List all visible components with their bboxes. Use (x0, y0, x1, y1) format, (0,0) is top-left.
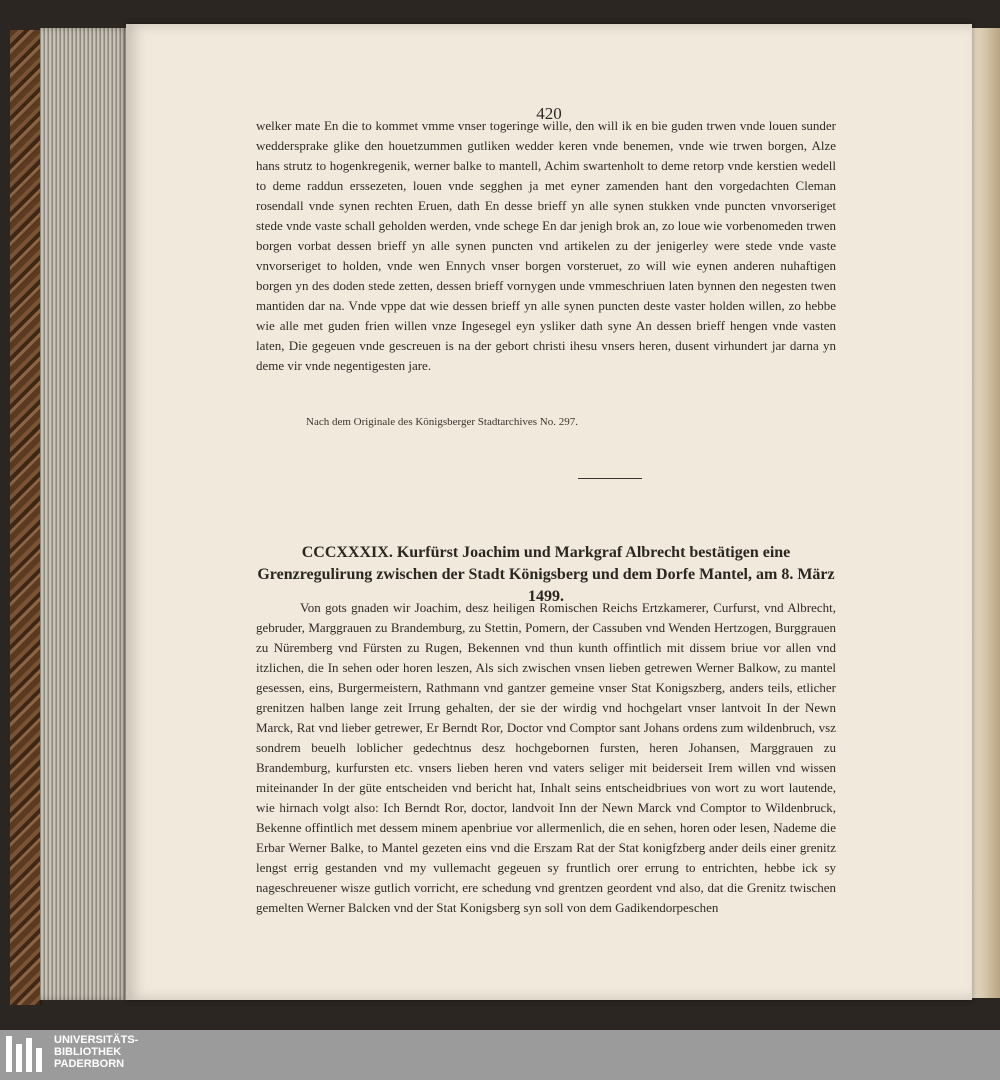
footer-bar (0, 1030, 1000, 1080)
source-note: Nach dem Originale des Königsberger Stadtarchives No. 297. (306, 416, 578, 428)
library-name-line-2: BIBLIOTHEK (54, 1046, 122, 1058)
document-heading: CCCXXXIX. Kurfürst Joachim und Markgraf Albrecht bestätigen eine Grenzregulirung zwischen der Stadt Königsberg und dem Dorfe Mantel, am 8. März 1499. (257, 544, 835, 605)
book-page (126, 24, 972, 1000)
next-page-edge (972, 28, 1000, 998)
marbled-cover (10, 30, 42, 1005)
paragraph-2: Von gots gnaden wir Joachim, desz heiligen Romischen Reichs Ertzkamerer, Curfurst, vnd Albrecht, gebruder, Marggrauen zu Brandemburg, zu Stettin, Pomern, der Cassuben vnd Wenden Hertzogen, Burggrauen zu Nüremberg vnd Fürsten zu Rugen, Bekennen vnd thun kunth offintlich mit dissem briue vor allen vnd itzlichen, die In sehen oder horen leszen, Als sich zwischen vnsen lieben getrewen Werner Balkow, zu mantel gesessen, eins, Burgermeistern, Rathmann vnd gantzer gemeine vnser Stat Konigszberg, anders teils, etlicher grenitzen halben lange zeit Irrung gehalten, der sie der wirdig vnd hochgelart vnser lantvoit In der Newn Marck, Rat vnd lieber getrewer, Er Berndt Ror, Doctor vnd Comptor sant Johans ordens zum wildenbruch, vsz sondrem beuelh loblicher gedechtnus desz hochgebornen fursten, heren Johansen, Marggrauen zu Brandemburg, kurfursten etc. vnsers lieben heren vnd vaters seliger mit beiderseit Irem willen vnd wissen miteinander In der güte entscheiden vnd bericht hat, Inhalt seins entscheidbriues von wort zu wort lautende, wie hirnach volgt also: Ich Berndt Ror, doctor, landvoit Inn der Newn Marck vnd Comptor to Wildenbruck, Bekenne offintlich met dessem minem apenbriue vor allermenlich, die en sehen, horen oder lesen, Nademe die Erbar Werner Balke, to Mantel gezeten eins vnd die Erszam Rat der Stat konigfzberg ander deils einer grenitz lengst errig gestanden vnd my vullemacht gegeuen sy fruntlich orer errung to entrichten, hebbe ick sy nageschreuener wisze gutlich vorricht, ere schedung vnd grentzen geordent vnd also, dat die Grenitz twischen gemelten Werner Balcken vnd der Stat Konigsberg syn soll von dem Gadikendorpeschen (256, 600, 836, 915)
section-divider (578, 478, 642, 479)
library-name-line-3: PADERBORN (54, 1058, 125, 1070)
page-edges (40, 28, 132, 1000)
library-logo-icon (4, 1034, 48, 1076)
paragraph-1: welker mate En die to kommet vmme vnser togeringe wille, den will ik en bie guden trwen vnde louen sunder weddersprake glike den houetzummen gutliken wedder keren vnde benemen, vnde wie trwen borgen, Alze hans strutz to hogenkregenik, werner balke to mantell, Achim swartenholt to deme retorp vnde kerstien wedell to deme raddun erssezeten, louen vnde segghen ja met eyner zamenden hant den vorgedachten Cleman rosendall vnde synen rechten Eruen, dath En desse brieff yn alle synen stukken vnde puncten vnvorseriget stede vnde vaste schall geholden werden, vnde schege En dar jenigh brok an, zo loue wie vorbenomeden trwen borgen vorbat dessen brieff yn alle synen puncten vnd artikelen zu der jenigerley were stede vnde vaste vnvorseriget to holden, vnde wen Ennych vnser borgen vorsteruet, zo will wie eynen anderen nuhaftigen borgen yn des doden stede zetten, dessen brieff vornygen unde vmmeschriuen laten bynnen den negesten twen mantiden dar na. Vnde vppe dat wie dessen brieff yn alle synen puncten deste vaster holden willen, zo hebbe wie alle met guden frien willen vnze Ingesegel eyn ysliker dath syne An dessen brieff hengen vnde vasten laten, Die gegeuen vnde gescreuen is na der gebort christi ihesu vnsers heren, dusent virhundert jar darna yn deme vir vnde negentigesten jare. (256, 118, 836, 373)
page-number: 420 (536, 104, 562, 123)
library-name (54, 1034, 138, 1070)
library-name-line-1: UNIVERSITÄTS- (54, 1034, 139, 1046)
